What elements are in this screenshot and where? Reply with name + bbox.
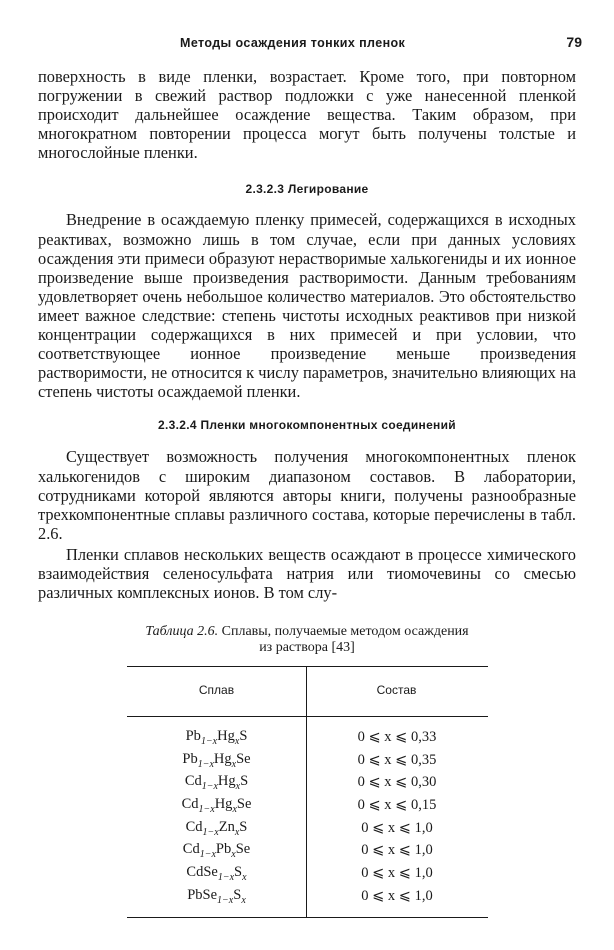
- alloy-element: Cd: [181, 795, 199, 812]
- alloy-cell: [127, 796, 306, 815]
- alloy-cell: [127, 841, 306, 860]
- table-row: [127, 726, 488, 749]
- alloy-cell: [127, 728, 306, 747]
- page-header: [0, 36, 614, 56]
- alloy-subscript: 1−x: [201, 781, 218, 793]
- alloy-element: PbSe: [187, 886, 218, 903]
- table-row: [127, 862, 488, 885]
- composition-cell: 0 ⩽ x ⩽ 0,35: [357, 751, 437, 768]
- alloy-element: Se: [236, 750, 251, 767]
- paragraph-2: Внедрение в осаждаемую пленку примесей, содержащихся в исходных реактивах, возможно лишь в том случае, если при данных условиях осаждения эти примеси образуют нерастворимые халькогениды и их ионное произведение выше произведения растворимости. Данным требованиям удовлетворяет очень небольшое количество материалов. Это обстоятельство имеет важное следствие: степень чистоты исходных реактивов при низкой концентрации содержащихся в них примесей и при условии, что соответствующее ионное произведение меньше произведения растворимости, не относится к числу параметров, значительно влияющих на степень чистоты осаждаемой пленки.: [38, 210, 576, 402]
- alloy-element: Pb: [215, 841, 232, 858]
- table-caption-label: Таблица 2.6.: [145, 624, 219, 640]
- alloy-subscript: x: [231, 849, 236, 861]
- paragraph-4: Пленки сплавов нескольких веществ осаждают в процессе химического взаимодействия селеносульфата натрия или тиомочевины со смесью различных комплексных ионов. В том слу-: [38, 544, 576, 603]
- alloy-cell: [127, 819, 306, 838]
- alloy-subscript: x: [241, 894, 246, 906]
- alloy-element: S: [239, 727, 248, 744]
- table-body: [127, 717, 488, 917]
- alloy-subscript: x: [235, 781, 241, 793]
- table-row: [127, 817, 488, 840]
- paragraph-1: поверхность в виде пленки, возрастает. Кроме того, при повторном погружении в свежий раствор подложки с уже нанесенной пленкой происходит дальнейшее осаждение вещества. Таким образом, при многократном повторении процесса могут быть получены толстые и многослойные пленки.: [38, 67, 576, 163]
- alloy-cell: [127, 751, 306, 770]
- table-row: [127, 885, 488, 908]
- header-alloy: Сплав: [198, 683, 235, 697]
- alloy-cell: [127, 864, 306, 883]
- alloy-element: Se: [235, 841, 251, 858]
- composition-cell: 0 ⩽ x ⩽ 1,0: [361, 819, 433, 836]
- alloy-element: Se: [236, 795, 252, 812]
- running-title: Методы осаждения тонких пленок: [180, 36, 406, 50]
- table-header: [127, 667, 488, 716]
- page-number: 79: [566, 34, 582, 50]
- alloy-element: S: [239, 818, 248, 835]
- composition-cell: 0 ⩽ x ⩽ 0,15: [357, 796, 437, 813]
- alloy-subscript: 1−x: [202, 826, 219, 838]
- table-caption-text: Сплавы, получаемые методом осаждения: [221, 624, 469, 640]
- alloy-subscript: x: [234, 735, 240, 747]
- alloy-subscript: x: [234, 826, 240, 838]
- composition-cell: 0 ⩽ x ⩽ 1,0: [361, 887, 433, 904]
- alloy-element: Cd: [182, 841, 200, 858]
- composition-cell: 0 ⩽ x ⩽ 0,30: [357, 774, 437, 791]
- alloy-subscript: 1−x: [217, 871, 235, 883]
- page-body: [38, 67, 576, 656]
- alloy-element: CdSe: [186, 864, 218, 881]
- alloy-subscript: x: [231, 758, 237, 770]
- table-caption-line2: из раствора [43]: [259, 640, 355, 656]
- alloy-element: Hg: [213, 750, 232, 767]
- alloys-table: [127, 666, 488, 918]
- composition-cell: 0 ⩽ x ⩽ 0,33: [357, 728, 437, 745]
- alloy-subscript: 1−x: [197, 758, 214, 770]
- alloy-cell: [127, 887, 306, 906]
- table-row: [127, 794, 488, 817]
- alloy-element: Hg: [214, 795, 233, 812]
- section-heading-doping: 2.3.2.3 Легирование: [245, 182, 369, 197]
- alloy-subscript: 1−x: [217, 894, 234, 906]
- alloy-subscript: x: [242, 871, 247, 883]
- table-row: [127, 749, 488, 772]
- alloy-cell: [127, 773, 306, 792]
- table-bottom-rule: [127, 917, 488, 918]
- table-row: [127, 771, 488, 794]
- alloy-element: S: [233, 886, 242, 903]
- alloy-subscript: 1−x: [200, 735, 218, 747]
- alloy-subscript: 1−x: [199, 849, 216, 861]
- alloy-element: S: [234, 864, 243, 881]
- alloy-element: Cd: [185, 818, 203, 835]
- alloy-subscript: 1−x: [198, 803, 215, 815]
- paragraph-3: Существует возможность получения многокомпонентных пленок халькогенидов с широким диапазоном составов. В лаборатории, сотрудниками которой являются авторы книги, получены разнообразные трехкомпонентные сплавы различного состава, которые перечислены в табл. 2.6.: [38, 447, 576, 543]
- alloy-element: Pb: [182, 750, 198, 767]
- alloy-element: S: [240, 773, 249, 790]
- alloy-element: Zn: [218, 818, 235, 835]
- section-heading-multicomponent: 2.3.2.4 Пленки многокомпонентных соединений: [158, 418, 456, 433]
- header-composition: Состав: [376, 683, 417, 697]
- composition-cell: 0 ⩽ x ⩽ 1,0: [361, 842, 433, 859]
- table-row: [127, 839, 488, 862]
- alloy-element: Cd: [184, 773, 202, 790]
- alloy-element: Hg: [217, 727, 235, 744]
- composition-cell: 0 ⩽ x ⩽ 1,0: [361, 864, 433, 881]
- table-column-divider: [306, 717, 307, 917]
- table-caption: [38, 624, 576, 656]
- alloy-element: Pb: [185, 727, 201, 744]
- alloy-subscript: x: [232, 803, 237, 815]
- alloy-element: Hg: [217, 773, 236, 790]
